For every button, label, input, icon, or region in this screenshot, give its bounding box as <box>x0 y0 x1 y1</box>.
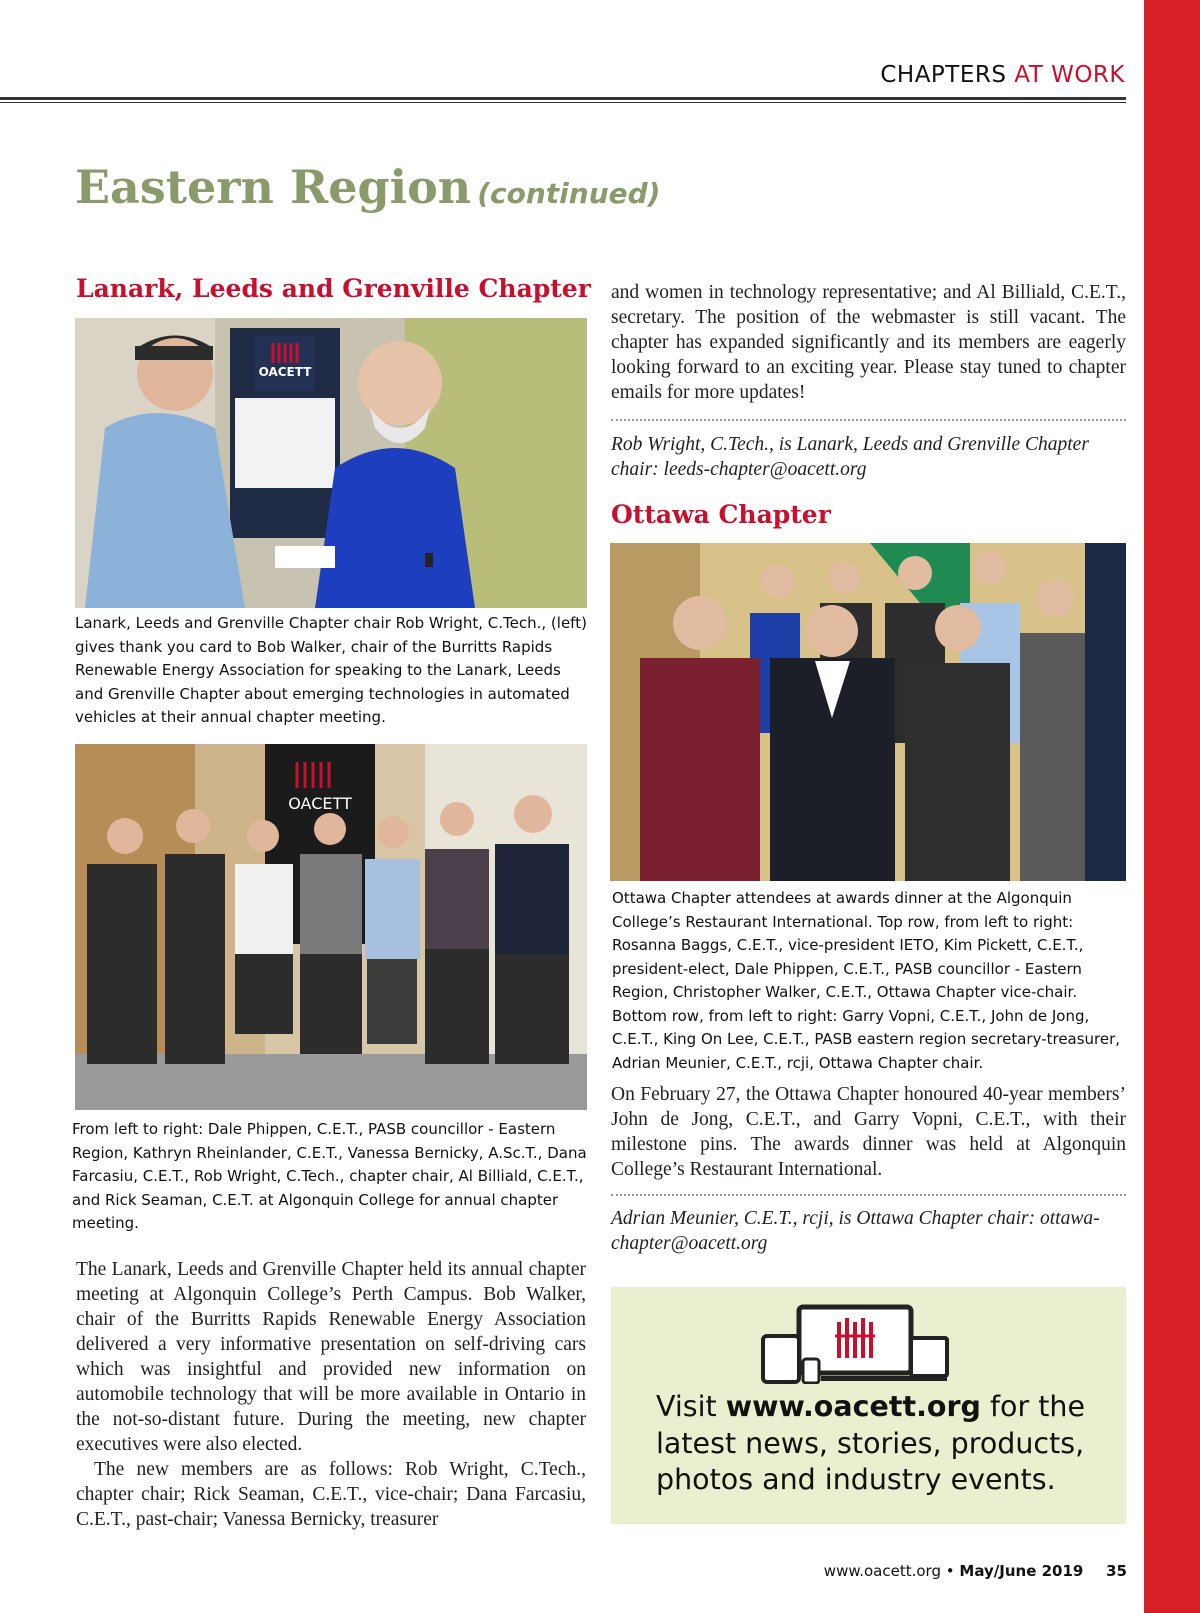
lanark-body-p1: The Lanark, Leeds and Grenville Chapter held its annual chapter meeting at Algonquin College’s Perth Campus. Bob Walker, chair of the Burritts Rapids Renewable Energy Association delivered a very informative presentation on self-driving cars which was insightful and provided new information on automobile technology that will be more available in Ontario in the not-so-distant future. During the meeting, new chapter executives were also elected. <box>76 1259 586 1455</box>
ottawa-body-text: On February 27, the Ottawa Chapter honoured 40-year members’ John de Jong, C.E.T., and Garry Vopni, C.E.T., with their milestone pins. The awards dinner was held at Algonquin College’s Restaurant International. <box>611 1084 1126 1180</box>
lanark-body-continued: and women in technology representative; and Al Billiald, C.E.T., secretary. The position of the webmaster is still vacant. The chapter has expanded significantly and its members are eagerly looking forward to an exciting year. Please stay tuned to chapter emails for more updates! <box>611 282 1126 403</box>
page-title-main: Eastern Region <box>75 160 472 214</box>
footer-separator: • <box>945 1562 955 1580</box>
page-title-suffix: (continued) <box>477 177 661 210</box>
divider-dotted-2 <box>611 1194 1126 1196</box>
header-rule-thin <box>0 102 1126 103</box>
page-title <box>75 160 660 214</box>
lanark-photo-group <box>75 744 587 1110</box>
ottawa-heading: Ottawa Chapter <box>611 500 831 529</box>
promo-suffix: for the latest news, stories, products, photos and industry events. <box>656 1390 1086 1496</box>
svg-text:OACETT: OACETT <box>258 365 312 379</box>
ottawa-photo-group <box>610 543 1126 881</box>
section-label-prefix: CHAPTERS <box>880 62 1007 88</box>
footer-issue: May/June 2019 <box>959 1562 1084 1580</box>
website-promo-box[interactable] <box>611 1287 1126 1524</box>
ottawa-byline: Adrian Meunier, C.E.T., rcji, is Ottawa Chapter chair: ottawa-chapter@oacett.org <box>611 1208 1100 1254</box>
promo-text <box>656 1389 1096 1499</box>
promo-prefix: Visit <box>656 1390 726 1423</box>
page-footer <box>824 1562 1127 1580</box>
lanark-byline: Rob Wright, C.Tech., is Lanark, Leeds and Grenville Chapter chair: leeds-chapter@oacett.org <box>611 434 1089 480</box>
section-label <box>880 62 1125 88</box>
svg-text:OACETT: OACETT <box>288 794 352 813</box>
page-edge-red-bar <box>1144 0 1200 1613</box>
lanark-heading: Lanark, Leeds and Grenville Chapter <box>76 274 591 303</box>
devices-icon <box>761 1304 951 1384</box>
footer-site[interactable]: www.oacett.org <box>823 1562 941 1580</box>
lanark-photo1-caption: Lanark, Leeds and Grenville Chapter chair Rob Wright, C.Tech., (left) gives thank you card to Bob Walker, chair of the Burritts Rapids Renewable Energy Association for speaking to the Lanark, Leeds and Grenville Chapter about emerging technologies in automated vehicles at their annual chapter meeting. <box>75 614 587 726</box>
lanark-body-p2: The new members are as follows: Rob Wright, C.Tech., chapter chair; Rick Seaman, C.E.T., vice-chair; Dana Farcasiu, C.E.T., past-chair; Vanessa Bernicky, treasurer <box>76 1459 586 1530</box>
divider-dotted <box>611 419 1126 421</box>
promo-link[interactable]: www.oacett.org <box>725 1390 981 1423</box>
section-label-accent: AT WORK <box>1014 62 1125 88</box>
lanark-photo2-caption: From left to right: Dale Phippen, C.E.T., PASB councillor - Eastern Region, Kathryn Rheinlander, C.E.T., Vanessa Bernicky, A.Sc.T., Dana Farcasiu, C.E.T., Rob Wright, C.Tech., chapter chair, Al Billiald, C.E.T., and Rick Seaman, C.E.T. at Algonquin College for annual chapter meeting. <box>72 1120 587 1232</box>
lanark-body-text <box>76 1257 586 1532</box>
ottawa-photo-caption: Ottawa Chapter attendees at awards dinner at the Algonquin College’s Restaurant International. Top row, from left to right: Rosanna Baggs, C.E.T., vice-president IETO, Kim Pickett, C.E.T., president-elect, Dale Phippen, C.E.T., PASB councillor - Eastern Region, Christopher Walker, C.E.T., Ottawa Chapter vice-chair. Bottom row, from left to right: Garry Vopni, C.E.T., John de Jong, C.E.T., King On Lee, C.E.T., PASB eastern region secretary-treasurer, Adrian Meunier, C.E.T., rcji, Ottawa Chapter chair. <box>612 889 1121 1072</box>
lanark-photo-handshake <box>75 318 587 608</box>
header-rule <box>0 97 1126 100</box>
page-number: 35 <box>1106 1562 1127 1580</box>
